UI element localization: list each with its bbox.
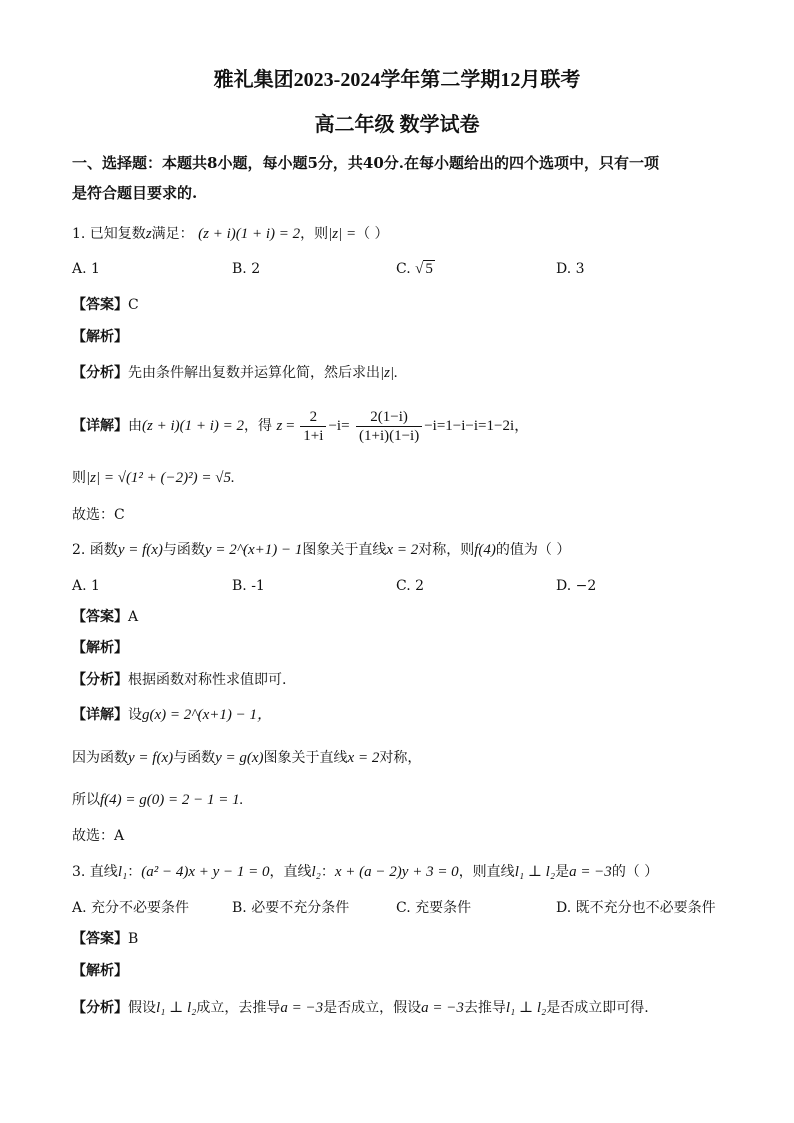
q1-option-d: D. 3 (556, 261, 585, 277)
q1-paren: （ ） (356, 226, 389, 242)
q3-option-d: D. 既不充分也不必要条件 (556, 900, 716, 916)
q1-abs: |z| = (328, 226, 357, 242)
q1-xiangjie-pre: 由 (128, 418, 142, 434)
q1-stem (72, 224, 389, 244)
q3-answer: 【答案】B (72, 931, 139, 947)
q1-fenxi-text: 先由条件解出复数并运算化简，然后求出 (128, 365, 380, 381)
q3-stem: 3. 直线l₁：(a² − 4)x + y − 1 = 0，直线l₂：x + (a − 2)y + 3 = 0，则直线l₁ ⊥ l₂是a = −3的（ ） (72, 864, 659, 880)
q2-analysis-label: 【解析】 (72, 640, 128, 656)
q2-conclusion: 故选：A (72, 828, 125, 844)
q1-option-c-math: 5 (425, 261, 433, 277)
q1-fenxi-math: |z|. (380, 365, 398, 381)
var-z: z (145, 226, 152, 242)
q1-stem-pre: 1. 已知复数 (72, 226, 146, 242)
q1-xiangjie-tail: −i=1−i−i=1−2i， (424, 418, 530, 434)
section-heading-1: 一、选择题：本题共8小题，每小题5分，共40分.在每小题给出的四个选项中，只有一项 (72, 154, 659, 172)
page-title: 雅礼集团2023-2024学年第二学期12月联考 (213, 69, 581, 91)
q1-fraction-2: $\frac{2(1-i)}{(1+i)(1-i)}$ (356, 408, 422, 445)
q2-fenxi: 【分析】根据函数对称性求值即可. (72, 672, 287, 688)
q1-stem-post: ，则 (300, 226, 329, 242)
q1-analysis-label: 【解析】 (72, 329, 128, 345)
xiangjie-label: 【详解】 (72, 418, 128, 434)
q1-option-c: C. √ 5 (396, 261, 433, 277)
answer-label: 【答案】 (72, 297, 128, 313)
q2-option-d: D. −2 (556, 578, 597, 594)
q2-option-c: C. 2 (396, 578, 425, 594)
q2-option-a: A. 1 (72, 578, 100, 594)
q1-xiangjie-mid: ，得 (244, 418, 273, 434)
q3-option-a: A. 充分不必要条件 (72, 900, 190, 916)
q1-xiangjie-eq: (z + i)(1 + i) = 2 (142, 418, 245, 434)
q3-option-b: B. 必要不充分条件 (232, 900, 350, 916)
q1-stem-mid: 满足： (151, 226, 194, 242)
q1-option-b: B. 2 (232, 261, 261, 277)
q1-answer-value: C (128, 297, 139, 313)
q2-line-3: 所以f(4) = g(0) = 2 − 1 = 1. (72, 792, 244, 808)
page-subtitle: 高二年级 数学试卷 (314, 114, 480, 136)
q2-option-b: B. -1 (232, 578, 265, 594)
q1-equation: (z + i)(1 + i) = 2 (198, 226, 301, 242)
q1-fenxi (72, 363, 398, 383)
q2-answer: 【答案】A (72, 609, 139, 625)
q1-xiangjie: 【详解】由(z + i)(1 + i) = 2，得 z = $\frac{2}{1+i}$ −i= $\frac{2(1-i)}{(1+i)(1-i)}$ −i=1−i−i=1−2i， (72, 408, 530, 444)
q1-fraction-1: $\frac{2}{1+i}$ (300, 408, 326, 445)
q2-stem: 2. 函数y = f(x)与函数y = 2^(x+1) − 1图象关于直线x = 2对称，则f(4)的值为（ ） (72, 542, 571, 558)
q1-modulus-math: |z| = √(1² + (−2)²) = √5. (86, 470, 235, 486)
q1-option-a: A. 1 (72, 261, 100, 277)
q1-answer (72, 295, 139, 315)
q1-option-c-label: C. (396, 261, 411, 277)
q1-conclusion: 故选：C (72, 507, 125, 523)
q3-option-c: C. 充要条件 (396, 900, 472, 916)
q1-modulus-line: 则|z| = √(1² + (−2)²) = √5. (72, 470, 235, 486)
q3-fenxi: 【分析】假设l₁ ⊥ l₂成立，去推导a = −3是否成立，假设a = −3去推导l₁ ⊥ l₂是否成立即可得. (72, 1000, 649, 1016)
q2-line-2: 因为函数y = f(x)与函数y = g(x)图象关于直线x = 2对称， (72, 750, 422, 766)
fenxi-label: 【分析】 (72, 365, 128, 381)
q2-xiangjie: 【详解】设g(x) = 2^(x+1) − 1， (72, 707, 272, 723)
q3-analysis-label: 【解析】 (72, 963, 128, 979)
section-heading-2: 是符合题目要求的. (72, 184, 198, 202)
